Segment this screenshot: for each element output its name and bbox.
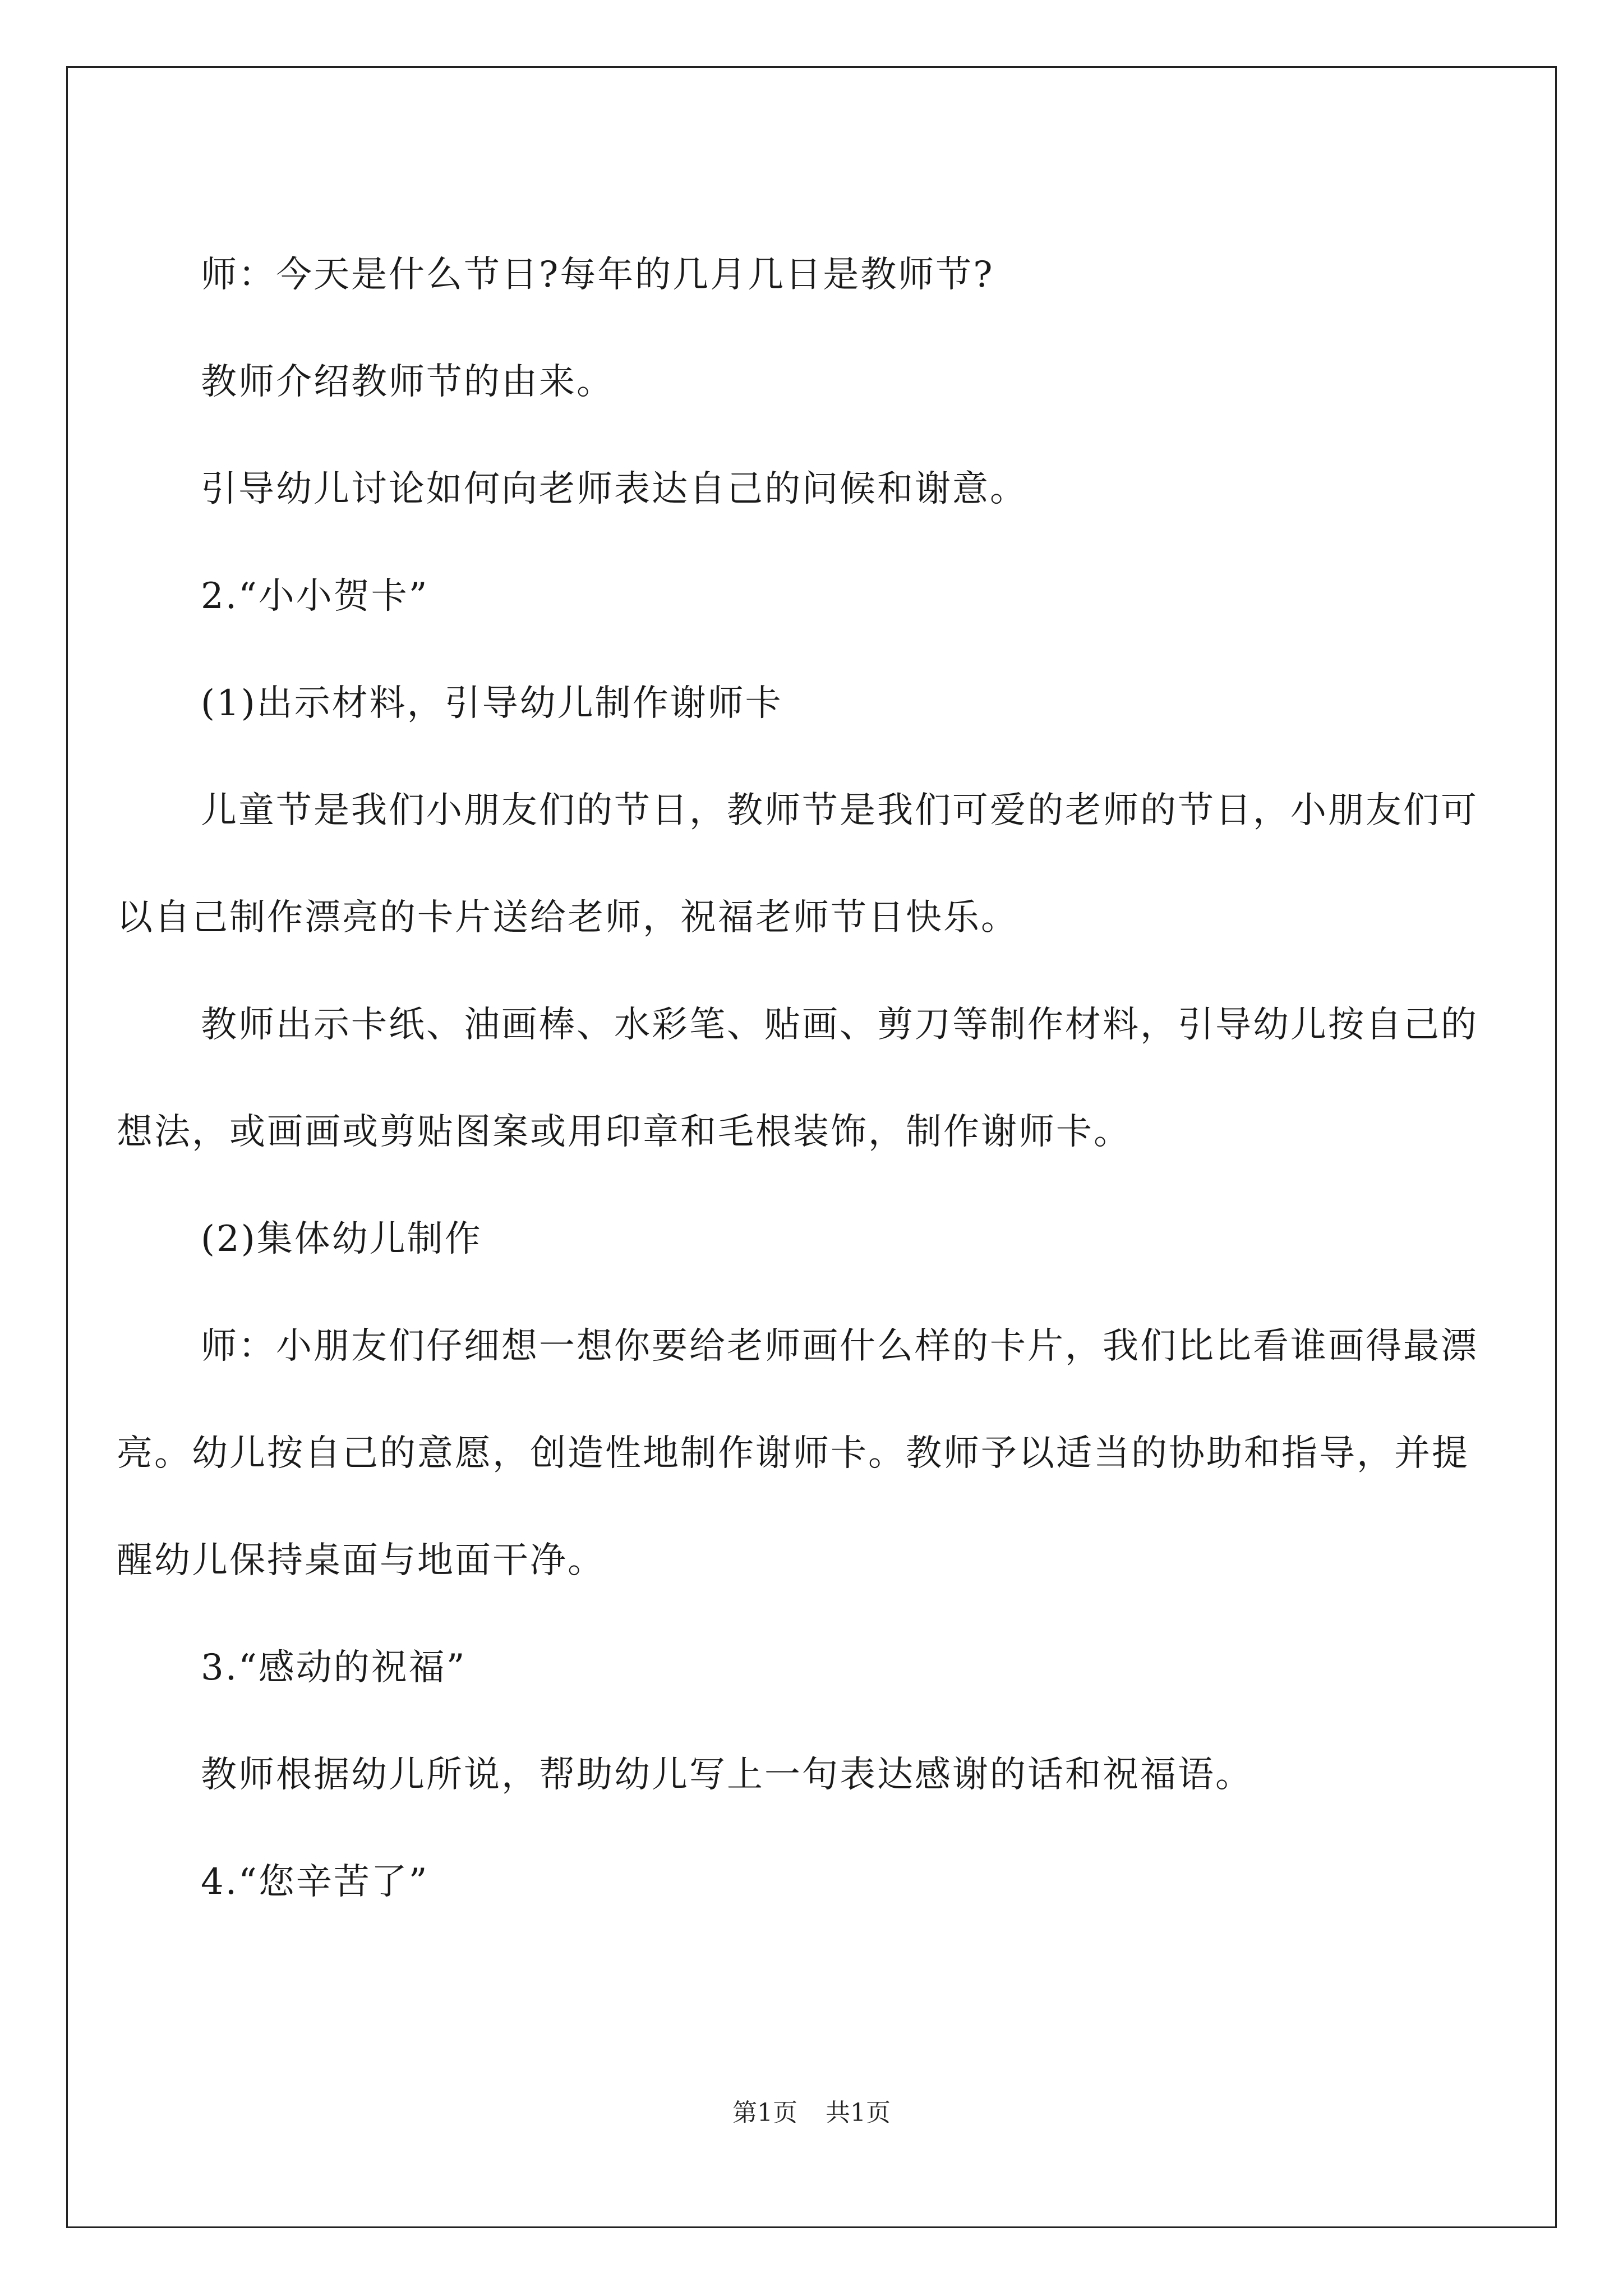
page-number: 第1页 (732, 2099, 797, 2127)
paragraph: 教师出示卡纸、油画棒、水彩笔、贴画、剪刀等制作材料，引导幼儿按自己的想法，或画画或剪贴图案或用印章和毛根装饰，制作谢师卡。 (117, 1004, 1478, 1153)
document-body (117, 222, 1479, 1936)
section-heading: 3.“感动的祝福” (201, 1647, 467, 1688)
paragraph: 师：小朋友们仔细想一想你要给老师画什么样的卡片，我们比比看谁画得最漂亮。幼儿按自己的意愿，创造性地制作谢师卡。教师予以适当的协助和指导，并提醒幼儿保持桌面与地面干净。 (117, 1326, 1478, 1581)
paragraph: 引导幼儿讨论如何向老师表达自己的问候和谢意。 (201, 468, 1027, 510)
paragraph: 儿童节是我们小朋友们的节日，教师节是我们可爱的老师的节日，小朋友们可以自己制作漂亮的卡片送给老师，祝福老师节日快乐。 (117, 790, 1478, 938)
paragraph: 教师根据幼儿所说，帮助幼儿写上一句表达感谢的话和祝福语。 (201, 1754, 1253, 1796)
subsection-heading: (1)出示材料，引导幼儿制作谢师卡 (201, 683, 783, 724)
subsection-heading: (2)集体幼儿制作 (201, 1218, 482, 1260)
paragraph: 教师介绍教师节的由来。 (201, 361, 614, 403)
section-heading: 4.“您辛苦了” (201, 1861, 429, 1903)
paragraph: 师：今天是什么节日?每年的几月几日是教师节? (201, 254, 994, 296)
section-heading: 2.“小小贺卡” (201, 576, 429, 617)
page-total: 共1页 (826, 2099, 891, 2127)
page-footer (0, 2092, 1623, 2128)
